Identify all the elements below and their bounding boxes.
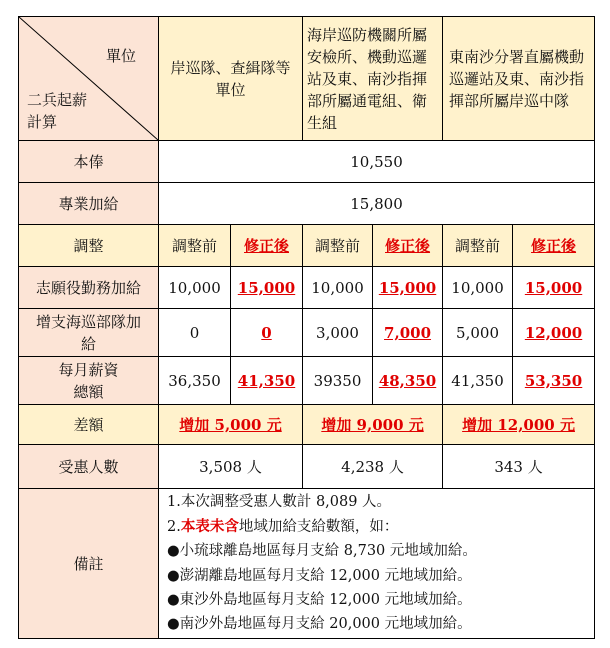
volunteer-after-3: 15,000 bbox=[513, 267, 595, 309]
adjust-after-1: 修正後 bbox=[231, 225, 303, 267]
row-label-patrol: 增支海巡部隊加 給 bbox=[19, 309, 159, 357]
beneficiaries-value-1: 3,508 人 bbox=[159, 445, 303, 489]
note-highlight: 本表未含 bbox=[180, 517, 239, 535]
beneficiaries-value-3: 343 人 bbox=[443, 445, 595, 489]
patrol-after-3: 12,000 bbox=[513, 309, 595, 357]
volunteer-before-3: 10,000 bbox=[443, 267, 513, 309]
patrol-before-3: 5,000 bbox=[443, 309, 513, 357]
base-pay-value: 10,550 bbox=[159, 141, 595, 183]
adjust-before-1: 調整前 bbox=[159, 225, 231, 267]
adjust-before-2: 調整前 bbox=[303, 225, 373, 267]
monthly-after-1: 41,350 bbox=[231, 357, 303, 405]
note-line-2: 2.本表未含地域加給支給數額，如： bbox=[167, 517, 399, 535]
col-header-1: 岸巡隊、查緝隊等單位 bbox=[159, 17, 303, 141]
patrol-before-2: 3,000 bbox=[303, 309, 373, 357]
row-label-base-pay: 本俸 bbox=[19, 141, 159, 183]
monthly-before-1: 36,350 bbox=[159, 357, 231, 405]
volunteer-before-2: 10,000 bbox=[303, 267, 373, 309]
note-line-4: ●澎湖離島地區每月支給 12,000 元地域加給。 bbox=[167, 567, 472, 584]
adjust-before-3: 調整前 bbox=[443, 225, 513, 267]
col-header-2: 海岸巡防機關所屬安檢所、機動巡邏站及東、南沙指揮部所屬通電組、衛生組 bbox=[303, 17, 443, 141]
volunteer-after-1: 15,000 bbox=[231, 267, 303, 309]
patrol-after-2: 7,000 bbox=[373, 309, 443, 357]
calc-label: 二兵起薪 計算 bbox=[27, 91, 88, 131]
monthly-before-3: 41,350 bbox=[443, 357, 513, 405]
diff-value-2: 增加 9,000 元 bbox=[303, 405, 443, 445]
row-label-beneficiaries: 受惠人數 bbox=[19, 445, 159, 489]
patrol-before-1: 0 bbox=[159, 309, 231, 357]
diff-value-1: 增加 5,000 元 bbox=[159, 405, 303, 445]
pro-allowance-value: 15,800 bbox=[159, 183, 595, 225]
salary-table bbox=[18, 16, 595, 639]
adjust-after-2: 修正後 bbox=[373, 225, 443, 267]
adjust-after-3: 修正後 bbox=[513, 225, 595, 267]
note-line-6: ●南沙外島地區每月支給 20,000 元地域加給。 bbox=[167, 616, 472, 633]
note-line-5: ●東沙外島地區每月支給 12,000 元地域加給。 bbox=[167, 591, 472, 608]
col-header-3: 東南沙分署直屬機動巡邏站及東、南沙指揮部所屬岸巡中隊 bbox=[443, 17, 595, 141]
volunteer-after-2: 15,000 bbox=[373, 267, 443, 309]
patrol-after-1: 0 bbox=[231, 309, 303, 357]
monthly-after-2: 48,350 bbox=[373, 357, 443, 405]
row-label-diff: 差額 bbox=[19, 405, 159, 445]
row-label-volunteer: 志願役勤務加給 bbox=[19, 267, 159, 309]
note-line-3: ●小琉球離島地區每月支給 8,730 元地域加給。 bbox=[167, 543, 477, 560]
row-label-pro-allowance: 專業加給 bbox=[19, 183, 159, 225]
beneficiaries-value-2: 4,238 人 bbox=[303, 445, 443, 489]
row-label-notes: 備註 bbox=[19, 489, 159, 639]
row-label-adjust: 調整 bbox=[19, 225, 159, 267]
notes-cell bbox=[159, 489, 595, 639]
note-line-1: 1.本次調整受惠人數計 8,089 人。 bbox=[167, 494, 392, 511]
row-label-monthly: 每月薪資 總額 bbox=[19, 357, 159, 405]
monthly-before-2: 39350 bbox=[303, 357, 373, 405]
volunteer-before-1: 10,000 bbox=[159, 267, 231, 309]
monthly-after-3: 53,350 bbox=[513, 357, 595, 405]
corner-header-cell bbox=[19, 17, 159, 141]
unit-label: 單位 bbox=[105, 47, 136, 65]
diff-value-3: 增加 12,000 元 bbox=[443, 405, 595, 445]
